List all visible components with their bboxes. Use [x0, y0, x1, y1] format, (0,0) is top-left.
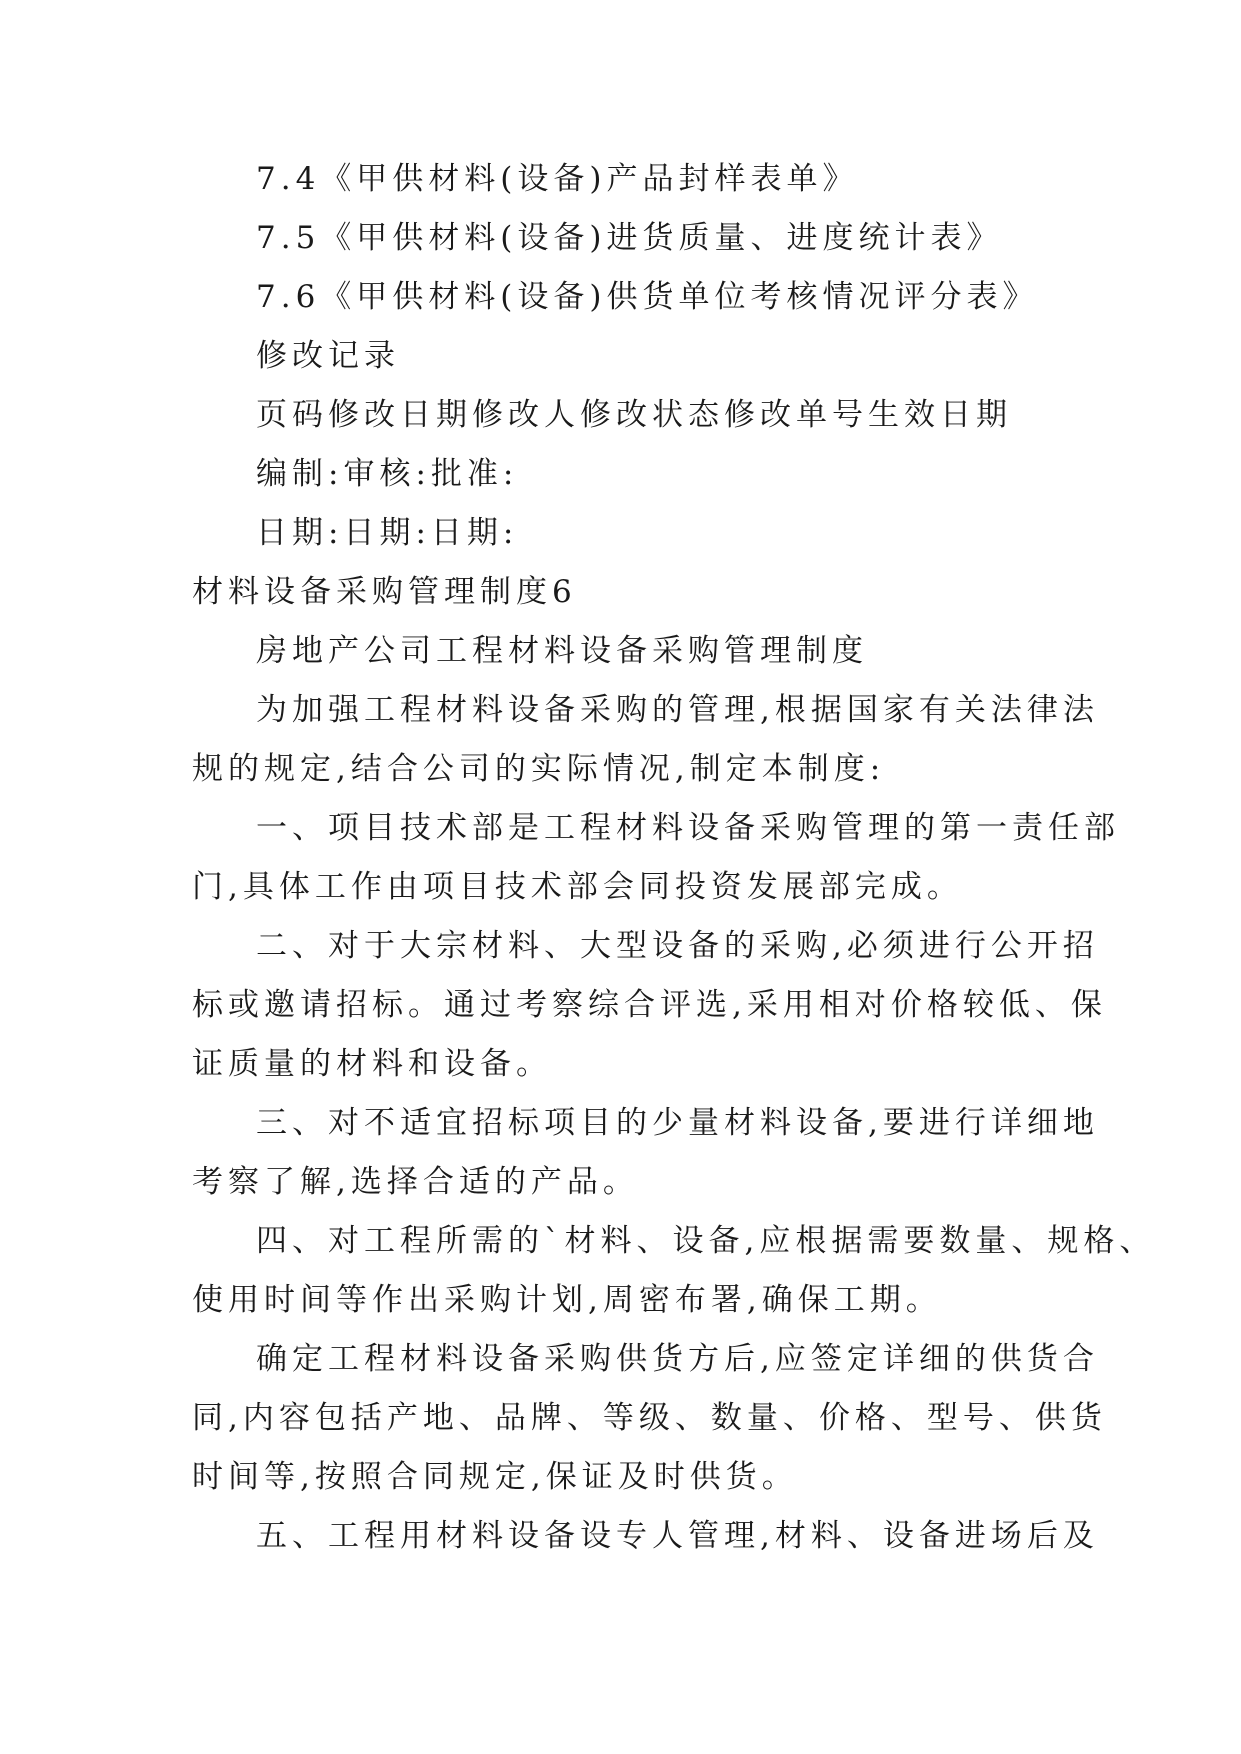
revision-record-columns: 页码修改日期修改人修改状态修改单号生效日期	[256, 397, 1012, 433]
section-title: 材料设备采购管理制度6	[192, 574, 577, 610]
clause-5-line-1: 五、工程用材料设备设专人管理,材料、设备进场后及	[256, 1518, 1099, 1554]
clause-1-line-1: 一、项目技术部是工程材料设备采购管理的第一责任部	[256, 810, 1120, 846]
attachment-7-5: 7.5《甲供材料(设备)进货质量、进度统计表》	[256, 220, 1003, 256]
clause-4-line-2: 使用时间等作出采购计划,周密布署,确保工期。	[192, 1282, 942, 1318]
clause-3-line-2: 考察了解,选择合适的产品。	[192, 1164, 639, 1200]
supply-contract-line-3: 时间等,按照合同规定,保证及时供货。	[192, 1459, 798, 1495]
clause-2-line-3: 证质量的材料和设备。	[192, 1046, 552, 1082]
document-body	[192, 150, 1156, 1566]
signoff-roles: 编制:审核:批准:	[256, 456, 519, 492]
attachment-7-4: 7.4《甲供材料(设备)产品封样表单》	[256, 161, 859, 197]
clause-3-line-1: 三、对不适宜招标项目的少量材料设备,要进行详细地	[256, 1105, 1099, 1141]
clause-4-line-1: 四、对工程所需的`材料、设备,应根据需要数量、规格、	[256, 1223, 1156, 1259]
attachment-7-6: 7.6《甲供材料(设备)供货单位考核情况评分表》	[256, 279, 1039, 315]
intro-paragraph-line-2: 规的规定,结合公司的实际情况,制定本制度:	[192, 751, 886, 787]
supply-contract-line-2: 同,内容包括产地、品牌、等级、数量、价格、型号、供货	[192, 1400, 1107, 1436]
clause-2-line-2: 标或邀请招标。通过考察综合评选,采用相对价格较低、保	[192, 987, 1107, 1023]
clause-1-line-2: 门,具体工作由项目技术部会同投资发展部完成。	[192, 869, 963, 905]
supply-contract-line-1: 确定工程材料设备采购供货方后,应签定详细的供货合	[256, 1341, 1099, 1377]
revision-record-heading: 修改记录	[256, 338, 400, 374]
document-subtitle: 房地产公司工程材料设备采购管理制度	[256, 633, 868, 669]
clause-2-line-1: 二、对于大宗材料、大型设备的采购,必须进行公开招	[256, 928, 1099, 964]
signoff-dates: 日期:日期:日期:	[256, 515, 519, 551]
intro-paragraph-line-1: 为加强工程材料设备采购的管理,根据国家有关法律法	[256, 692, 1099, 728]
